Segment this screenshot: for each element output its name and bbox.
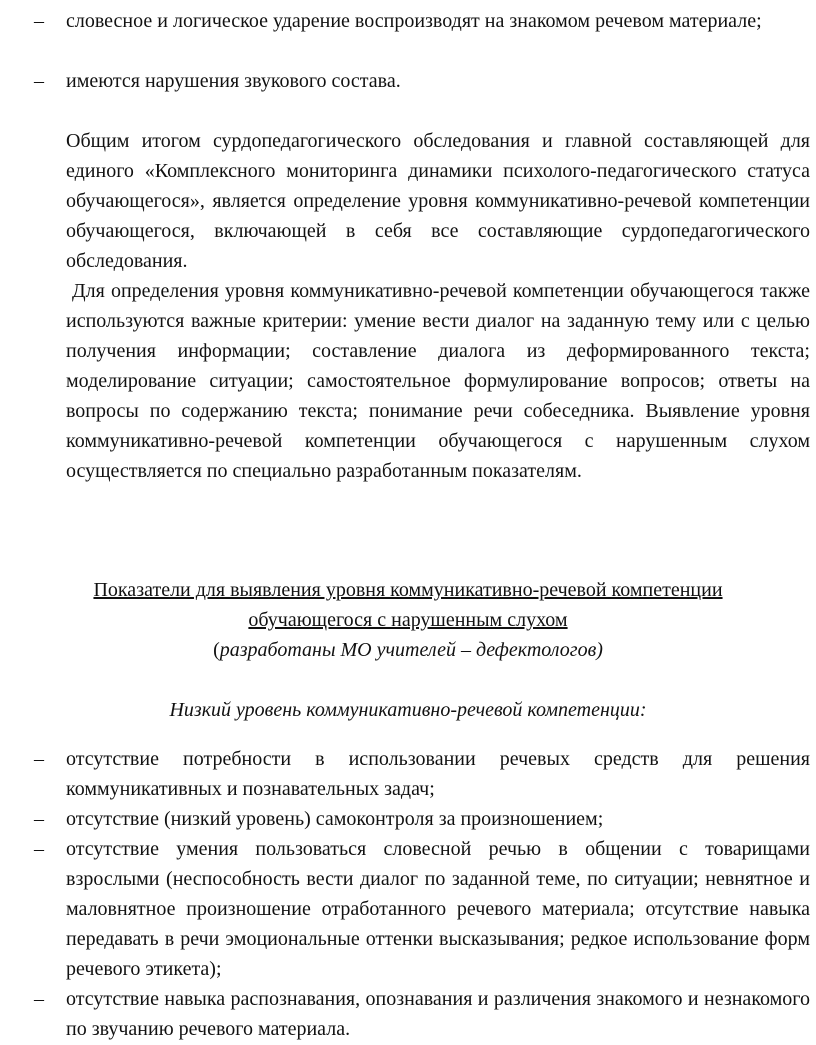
subheading-low-level: Низкий уровень коммуникативно-речевой компетенции:	[169, 699, 647, 721]
list-item-text: отсутствие (низкий уровень) самоконтроля за произношением;	[66, 808, 604, 830]
note-bracket: (	[213, 639, 220, 661]
list-item	[34, 804, 810, 834]
list-item	[34, 6, 810, 36]
dash-marker: –	[34, 838, 44, 860]
dash-marker: –	[34, 988, 44, 1010]
dash-marker: –	[34, 70, 44, 92]
dash-marker: –	[34, 748, 44, 770]
dash-marker: –	[34, 808, 44, 830]
list-item-text: отсутствие навыка распознавания, опознавания и различения знакомого и незнакомого по звучанию речевого материала.	[66, 988, 810, 1040]
section-heading-note	[20, 635, 796, 665]
paragraph-criteria: Для определения уровня коммуникативно-речевой компетенции обучающегося также используются важные критерии: умение вести диалог на заданную тему или с целью получения информации; составление диалога из деформированного текста; моделирование ситуации; самостоятельное формулирование вопросов; ответы на вопросы по содержанию текста; понимание речи собеседника. Выявление уровня коммуникативно-речевой компетенции обучающегося с нарушенным слухом осуществляется по специально разработанным показателям.	[66, 280, 810, 482]
section-heading-line1: Показатели для выявления уровня коммуникативно-речевой компетенции	[93, 579, 723, 601]
list-item-text: отсутствие потребности в использовании речевых средств для решения коммуникативных и познавательных задач;	[66, 748, 810, 800]
list-item	[34, 744, 810, 804]
section-heading-line2: обучающегося с нарушенным слухом	[248, 609, 568, 631]
list-item-text: словесное и логическое ударение воспроизводят на знакомом речевом материале;	[66, 10, 762, 32]
list-item-text: имеются нарушения звукового состава.	[66, 70, 401, 92]
list-item	[34, 834, 810, 984]
list-item	[34, 984, 810, 1044]
paragraph-summary: Общим итогом сурдопедагогического обследования и главной составляющей для единого «Комплексного мониторинга динамики психолого-педагогического статуса обучающегося», является определение уровня коммуникативно-речевой компетенции обучающегося, включающей в себя все составляющие сурдопедагогического обследования.	[66, 130, 810, 272]
dash-marker: –	[34, 10, 44, 32]
note-text: разработаны МО учителей – дефектологов)	[219, 639, 603, 661]
list-item	[34, 66, 810, 96]
list-item-text: отсутствие умения пользоваться словесной речью в общении с товарищами взрослыми (неспособность вести диалог по заданной теме, по ситуации; невнятное и маловнятное произношение отработанного речевого материала; отсутствие навыка передавать в речи эмоциональные оттенки высказывания; редкое использование форм речевого этикета);	[66, 838, 810, 980]
